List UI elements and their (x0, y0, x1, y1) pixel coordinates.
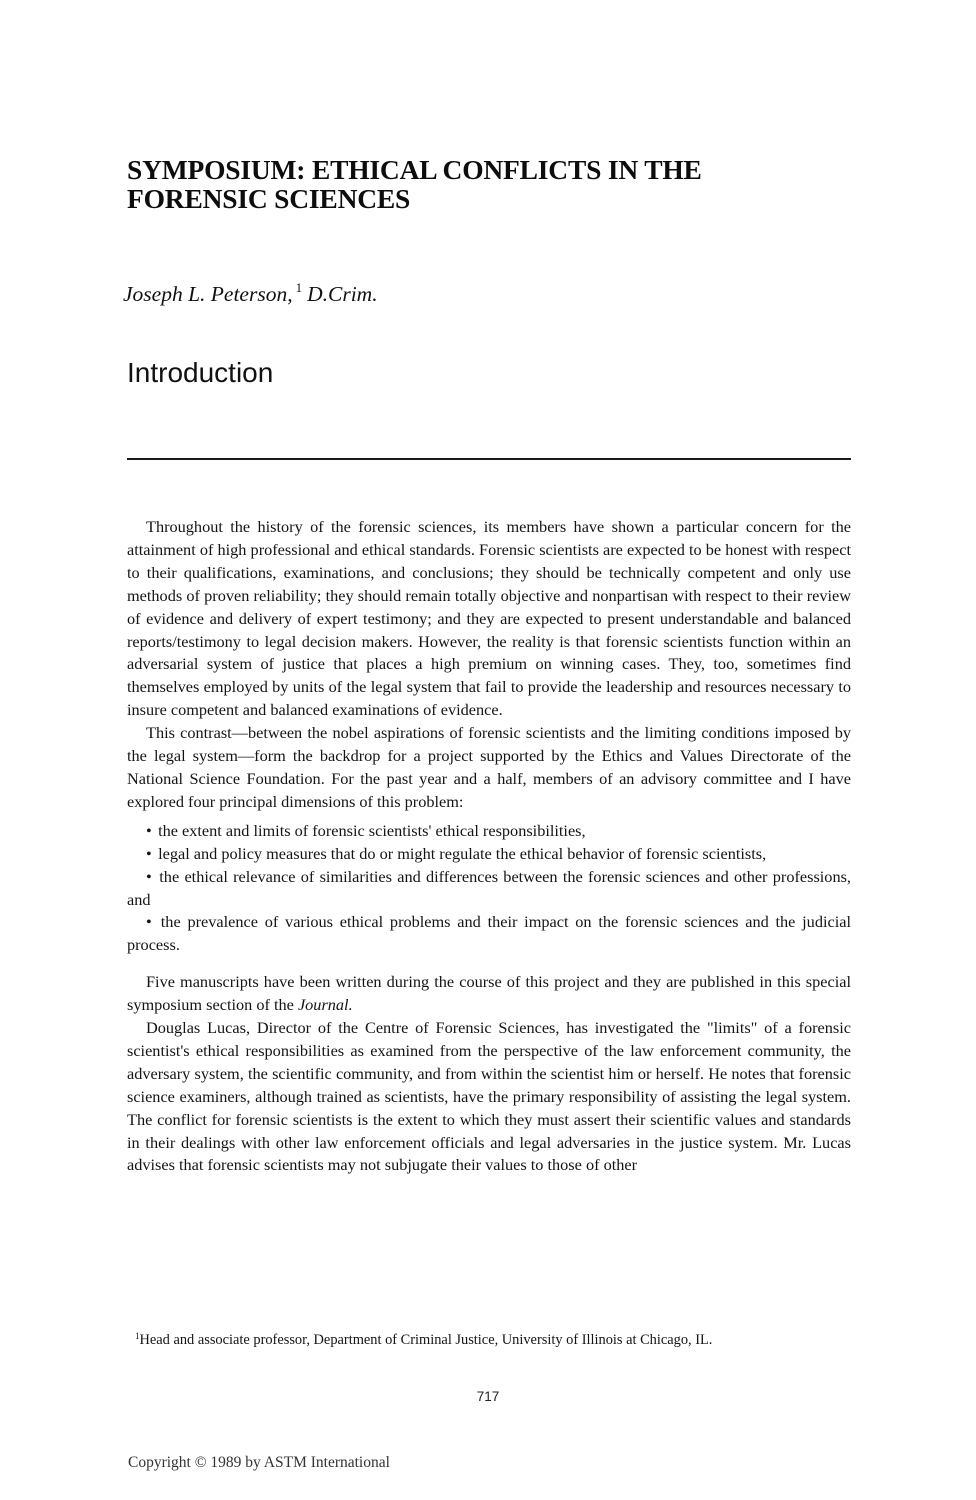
list-item-text: the ethical relevance of similarities and differences between the forensic sciences and other professions, and (127, 866, 851, 909)
paragraph-1: Throughout the history of the forensic sciences, its members have shown a particular concern for the attainment of high professional and ethical standards. Forensic scientists are expected to be honest with respect to their qualifications, examinations, and conclusions; they should be technically competent and only use methods of proven reliability; they should remain totally objective and nonpartisan with respect to their review of evidence and delivery of expert testimony; and they are expected to present understandable and balanced reports/testimony to legal decision makers. However, the reality is that forensic scientists function within an adversarial system of justice that places a high premium on winning cases. They, too, sometimes find themselves employed by units of the legal system that fail to provide the leadership and resources necessary to insure competent and balanced examinations of evidence. (127, 517, 851, 720)
list-item (127, 820, 851, 843)
section-heading: Introduction (127, 357, 274, 388)
footnote-text: Head and associate professor, Department of Criminal Justice, University of Illinois at Chicago, IL. (139, 1332, 713, 1348)
title-line-2: FORENSIC SCIENCES (127, 183, 411, 214)
bullet-icon: • (146, 843, 152, 863)
journal-italic: Journal. (297, 995, 353, 1015)
author-footnote-mark: 1 (295, 280, 303, 295)
page-number: 717 (476, 1389, 500, 1404)
title-line-1: SYMPOSIUM: ETHICAL CONFLICTS IN THE (127, 154, 702, 185)
list-item-text: legal and policy measures that do or might regulate the ethical behavior of forensic scientists, (158, 843, 767, 863)
horizontal-rule (127, 458, 851, 460)
bullet-icon: • (146, 912, 152, 932)
paragraph-3-text: Five manuscripts have been written during the course of this project and they are published in this special symposium section of the (127, 972, 851, 1015)
list-item-text: the prevalence of various ethical problems and their impact on the forensic sciences and the judicial process. (127, 912, 851, 955)
paragraph-4: Douglas Lucas, Director of the Centre of Forensic Sciences, has investigated the "limits" of a forensic scientist's ethical responsibilities as examined from the perspective of the law enforcement community, the adversary system, the scientific community, and from within the scientist him or herself. He notes that forensic science examiners, although trained as scientists, have the primary responsibility of assisting the legal system. The conflict for forensic scientists is the extent to which they must assert their scientific values and standards in their dealings with other law enforcement officials and legal adversaries in the justice system. Mr. Lucas advises that forensic scientists may not subjugate their values to those of other (127, 1018, 851, 1175)
footnote-mark: 1 (135, 1331, 140, 1341)
bullet-icon: • (146, 820, 152, 840)
bullet-icon: • (146, 866, 152, 886)
footnote (135, 1326, 851, 1350)
article-title (127, 155, 847, 213)
author-name: Joseph L. Peterson, (123, 282, 293, 306)
list-item (127, 843, 851, 866)
article-body (127, 516, 851, 1177)
list-item (127, 911, 851, 957)
list-item-text: the extent and limits of forensic scientists' ethical responsibilities, (158, 820, 586, 840)
paragraph-3 (127, 971, 851, 1017)
list-item (127, 866, 851, 912)
author-byline (123, 274, 378, 308)
dimensions-list (127, 820, 851, 957)
paragraph-2: This contrast—between the nobel aspirations of forensic scientists and the limiting conditions imposed by the legal system—form the backdrop for a project supported by the Ethics and Values Directorate of the National Science Foundation. For the past year and a half, members of an advisory committee and I have explored four principal dimensions of this problem: (127, 723, 851, 811)
spacer (127, 963, 851, 971)
copyright-notice: Copyright © 1989 by ASTM International (128, 1454, 390, 1471)
author-degree: D.Crim. (307, 282, 378, 306)
